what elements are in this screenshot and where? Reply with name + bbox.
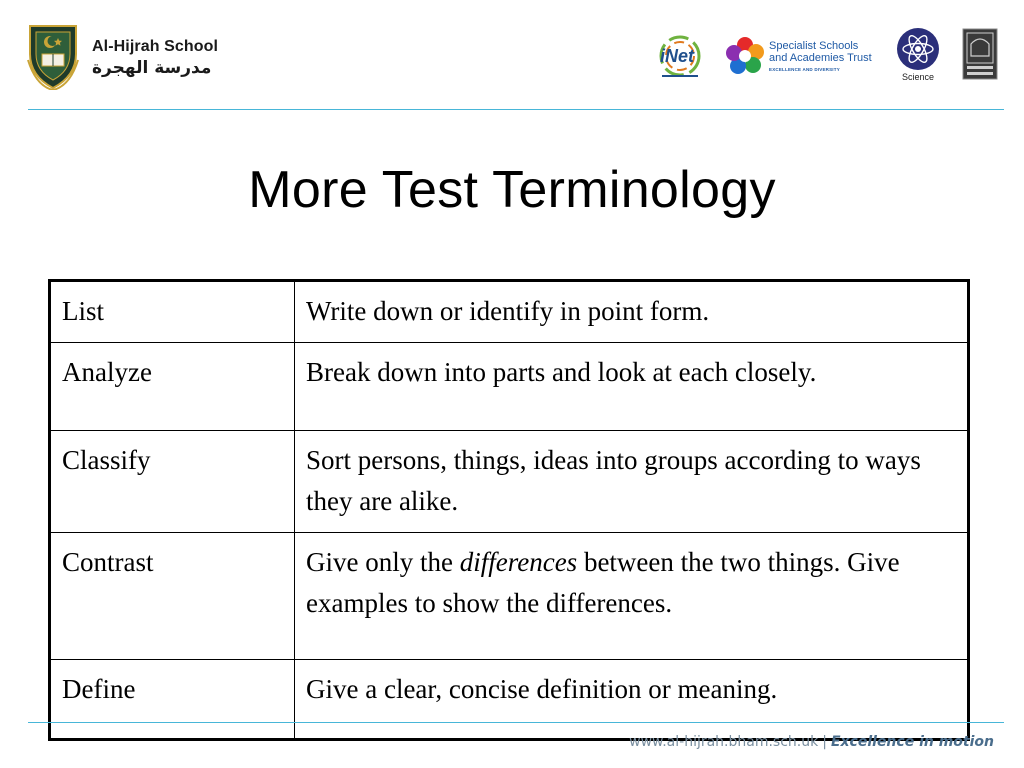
table-row (50, 660, 969, 740)
term-cell: Define (50, 660, 295, 740)
table-row (50, 343, 969, 431)
slide-header (0, 0, 1024, 110)
definition-cell: Break down into parts and look at each closely. (295, 343, 969, 431)
terminology-table (48, 279, 970, 741)
science-label: Science (901, 72, 935, 82)
term-cell: Contrast (50, 533, 295, 660)
ssat-flower-icon (726, 36, 764, 76)
school-crest-icon (26, 20, 80, 90)
definition-text: between the two things. Give examples to show the differences. (306, 547, 900, 618)
definition-cell: Sort persons, things, ideas into groups according to ways they are alike. (295, 431, 969, 533)
header-divider (28, 109, 1004, 110)
science-atom-icon (896, 27, 940, 71)
al-hijrah-trust-icon (962, 28, 998, 80)
school-name: Al-Hijrah School (92, 38, 219, 55)
ssat-name-line2: and Academies Trust (769, 52, 872, 64)
definition-cell (295, 533, 969, 660)
table-row (50, 281, 969, 343)
term-cell: List (50, 281, 295, 343)
footer-tagline: Excellence in motion (830, 734, 994, 750)
definition-cell: Write down or identify in point form. (295, 281, 969, 343)
ssat-name (769, 40, 879, 64)
emphasis-text: differences (459, 547, 578, 577)
ssat-tagline: EXCELLENCE AND DIVERSITY (769, 67, 840, 72)
table-row (50, 533, 969, 660)
definition-cell: Give a clear, concise definition or meaning. (295, 660, 969, 740)
footer-divider (28, 722, 1004, 723)
school-name-arabic: مدرسة الهجرة (92, 58, 212, 78)
table-row (50, 431, 969, 533)
ssat-name-line1: Specialist Schools (769, 40, 859, 52)
footer-separator: | (822, 734, 827, 750)
footer-url[interactable]: www.al-hijrah.bham.sch.uk (629, 734, 819, 750)
term-cell: Analyze (50, 343, 295, 431)
slide-footer (629, 734, 994, 750)
term-cell: Classify (50, 431, 295, 533)
definition-text: Give only the (306, 547, 460, 577)
inet-logo-text: iNet (660, 46, 695, 66)
slide-title: More Test Terminology (248, 161, 776, 219)
